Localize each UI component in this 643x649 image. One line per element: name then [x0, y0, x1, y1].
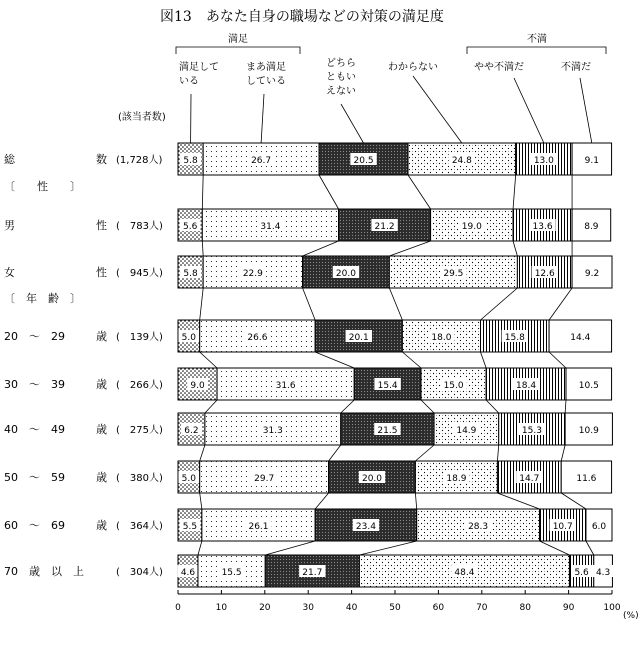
connector-line	[303, 288, 316, 320]
legend-leader	[514, 78, 544, 143]
section-header: 〔 性 〕	[4, 180, 81, 193]
data-label: 5.0	[181, 333, 197, 343]
connector-line	[202, 241, 203, 256]
row-count: ( 304人)	[116, 567, 163, 578]
data-label: 31.4	[260, 222, 281, 232]
plot-area	[4, 143, 614, 587]
connector-line	[497, 493, 539, 509]
legend-label-line: ともい	[326, 72, 356, 83]
data-label: 31.3	[262, 426, 283, 436]
data-label: 15.3	[521, 426, 542, 436]
row-label: 女	[4, 266, 15, 279]
legend-label	[474, 60, 524, 73]
bar-row	[4, 461, 612, 493]
bar-row	[4, 320, 612, 352]
x-tick-label: 40	[345, 603, 358, 613]
section-header: 〔 年 齢 〕	[4, 292, 81, 305]
bar-row	[4, 413, 612, 445]
row-count: (1,728人)	[116, 155, 163, 166]
data-label: 26.6	[247, 333, 268, 343]
legend-leader	[341, 104, 364, 143]
row-label: 総	[4, 153, 15, 166]
group-label-dissatisfied: 不満	[527, 34, 547, 45]
x-tick-label: 0	[175, 603, 181, 613]
x-tick-label: 100	[603, 603, 621, 613]
connector-line	[315, 352, 354, 368]
data-label: 15.0	[443, 381, 464, 391]
connector-line	[549, 288, 572, 320]
row-label-suffix: 数	[96, 153, 107, 166]
connector-line	[198, 541, 202, 555]
row-label: 男	[4, 219, 15, 232]
legend-label-line: 満足して	[179, 62, 219, 73]
data-label: 10.7	[552, 522, 573, 532]
data-label: 9.2	[584, 269, 600, 279]
connector-line	[561, 445, 565, 461]
data-label: 20.1	[348, 333, 369, 343]
legend-label	[388, 61, 438, 73]
x-tick-label: 20	[259, 603, 271, 613]
data-label: 5.0	[181, 474, 197, 484]
connector-line	[265, 541, 315, 555]
connector-line	[200, 288, 203, 320]
row-label-suffix: 歳	[96, 519, 107, 532]
legend-label-line: わからない	[388, 62, 438, 73]
legend-label-line: いる	[179, 76, 199, 87]
data-label: 48.4	[454, 568, 475, 578]
connector-line	[202, 175, 203, 209]
legend-label	[246, 60, 286, 87]
data-label: 18.9	[446, 474, 467, 484]
x-tick-label: 30	[302, 603, 314, 613]
bar-row	[4, 143, 612, 175]
connector-line	[586, 541, 594, 555]
bar-row	[4, 555, 614, 587]
x-axis	[175, 590, 638, 621]
legend-label-line: えない	[326, 86, 356, 97]
legend-label-line: やや不満だ	[474, 62, 524, 73]
connector-line	[329, 445, 341, 461]
data-label: 29.5	[443, 269, 464, 279]
connector-line	[200, 493, 202, 509]
data-label: 29.7	[254, 474, 275, 484]
row-count: ( 275人)	[116, 425, 163, 436]
data-label: 20.0	[335, 269, 356, 279]
connector-line	[480, 352, 486, 368]
data-label: 11.6	[576, 474, 597, 484]
connector-line	[513, 241, 517, 256]
data-label: 13.6	[532, 222, 553, 232]
legend-label-line: 不満だ	[561, 62, 591, 73]
group-bracket-dissatisfied	[467, 47, 606, 54]
connector-line	[415, 493, 416, 509]
data-label: 5.6	[574, 568, 589, 578]
data-label: 21.2	[374, 222, 395, 232]
data-label: 5.8	[183, 156, 198, 166]
data-label: 4.3	[595, 568, 611, 578]
data-label: 10.5	[578, 381, 599, 391]
connector-line	[303, 241, 339, 256]
connector-line	[389, 288, 402, 320]
group-bracket-satisfied	[176, 47, 300, 54]
x-tick-label: 50	[389, 603, 401, 613]
data-label: 20.0	[361, 474, 383, 484]
connector-line	[565, 400, 566, 413]
row-label: 70 歳 以 上	[4, 565, 84, 578]
data-label: 9.0	[190, 381, 205, 391]
base-note: (該当者数)	[118, 112, 166, 123]
legend-label	[179, 60, 219, 87]
data-label: 24.8	[451, 156, 472, 166]
row-label-suffix: 歳	[96, 378, 107, 391]
connector-line	[341, 400, 354, 413]
data-label: 15.4	[377, 381, 398, 391]
row-count: ( 380人)	[116, 473, 163, 484]
data-label: 19.0	[461, 222, 482, 232]
data-label: 20.5	[353, 156, 374, 166]
connector-line	[497, 445, 498, 461]
connector-line	[408, 175, 431, 209]
data-label: 6.0	[591, 522, 607, 532]
legend-leader	[413, 76, 462, 143]
connector-line	[421, 400, 434, 413]
connector-line	[540, 541, 570, 555]
connector-line	[200, 445, 205, 461]
data-label: 21.5	[377, 426, 398, 436]
data-label: 13.0	[533, 156, 554, 166]
connector-line	[315, 493, 328, 509]
row-count: ( 139人)	[116, 332, 163, 343]
connector-line	[389, 241, 430, 256]
connector-line	[486, 400, 499, 413]
connector-line	[480, 288, 517, 320]
connector-line	[319, 175, 339, 209]
data-label: 22.9	[242, 269, 263, 279]
data-label: 12.6	[534, 269, 555, 279]
row-label: 40 ～ 49	[4, 423, 65, 436]
chart-title: 図13 あなた自身の職場などの対策の満足度	[160, 9, 444, 25]
data-label: 31.6	[275, 381, 296, 391]
connector-line	[513, 175, 516, 209]
legend-label-line: している	[246, 76, 286, 87]
data-label: 5.8	[183, 269, 198, 279]
data-label: 23.4	[355, 522, 376, 532]
data-label: 18.0	[431, 333, 452, 343]
data-label: 14.9	[456, 426, 477, 436]
connector-line	[200, 352, 217, 368]
legend-leader	[261, 94, 264, 143]
data-label: 18.4	[516, 381, 537, 391]
row-count: ( 266人)	[116, 380, 163, 391]
row-label-suffix: 性	[96, 219, 107, 232]
data-label: 26.7	[251, 156, 272, 166]
data-label: 5.6	[182, 222, 198, 232]
data-label: 21.7	[302, 568, 323, 578]
bar-row	[4, 509, 612, 541]
row-label: 30 ～ 39	[4, 378, 65, 391]
data-label: 9.1	[584, 156, 599, 166]
data-label: 15.8	[504, 333, 525, 343]
bar-row	[4, 256, 612, 288]
bar-row	[4, 368, 612, 400]
legend-leader	[580, 78, 592, 143]
data-label: 15.5	[221, 568, 242, 578]
x-tick-label: 10	[215, 603, 228, 613]
row-count: ( 783人)	[116, 221, 163, 232]
row-label-suffix: 歳	[96, 423, 107, 436]
connector-line	[205, 400, 217, 413]
row-label: 60 ～ 69	[4, 519, 65, 532]
legend	[118, 32, 606, 143]
row-label-suffix: 性	[96, 266, 107, 279]
x-tick-label: 60	[432, 603, 445, 613]
row-count: ( 945人)	[116, 268, 163, 279]
connector-line	[561, 493, 586, 509]
x-tick-label: 90	[562, 603, 575, 613]
legend-label-line: まあ満足	[246, 62, 286, 73]
data-label: 14.7	[519, 474, 540, 484]
connector-line	[359, 541, 416, 555]
legend-label	[326, 57, 356, 97]
row-count: ( 364人)	[116, 521, 163, 532]
data-label: 14.4	[570, 333, 591, 343]
connector-line	[402, 352, 421, 368]
data-label: 10.9	[578, 426, 599, 436]
row-label-suffix: 歳	[96, 330, 107, 343]
legend-label-line: どちら	[326, 58, 356, 69]
data-label: 28.3	[468, 522, 489, 532]
x-tick-label: 70	[476, 603, 488, 613]
connector-line	[549, 352, 566, 368]
data-label: 5.5	[182, 522, 198, 532]
data-label: 6.2	[184, 426, 199, 436]
data-label: 26.1	[248, 522, 269, 532]
bar-row	[4, 209, 611, 241]
row-label: 20 ～ 29	[4, 330, 65, 343]
x-tick-label: 80	[519, 603, 531, 613]
connector-line	[415, 445, 434, 461]
legend-label	[561, 60, 591, 73]
group-label-satisfied: 満足	[228, 34, 248, 45]
x-axis-unit: (%)	[623, 611, 639, 621]
data-label: 8.9	[584, 222, 599, 232]
row-label-suffix: 歳	[96, 471, 107, 484]
data-label: 4.6	[180, 568, 196, 578]
row-label: 50 ～ 59	[4, 471, 65, 484]
